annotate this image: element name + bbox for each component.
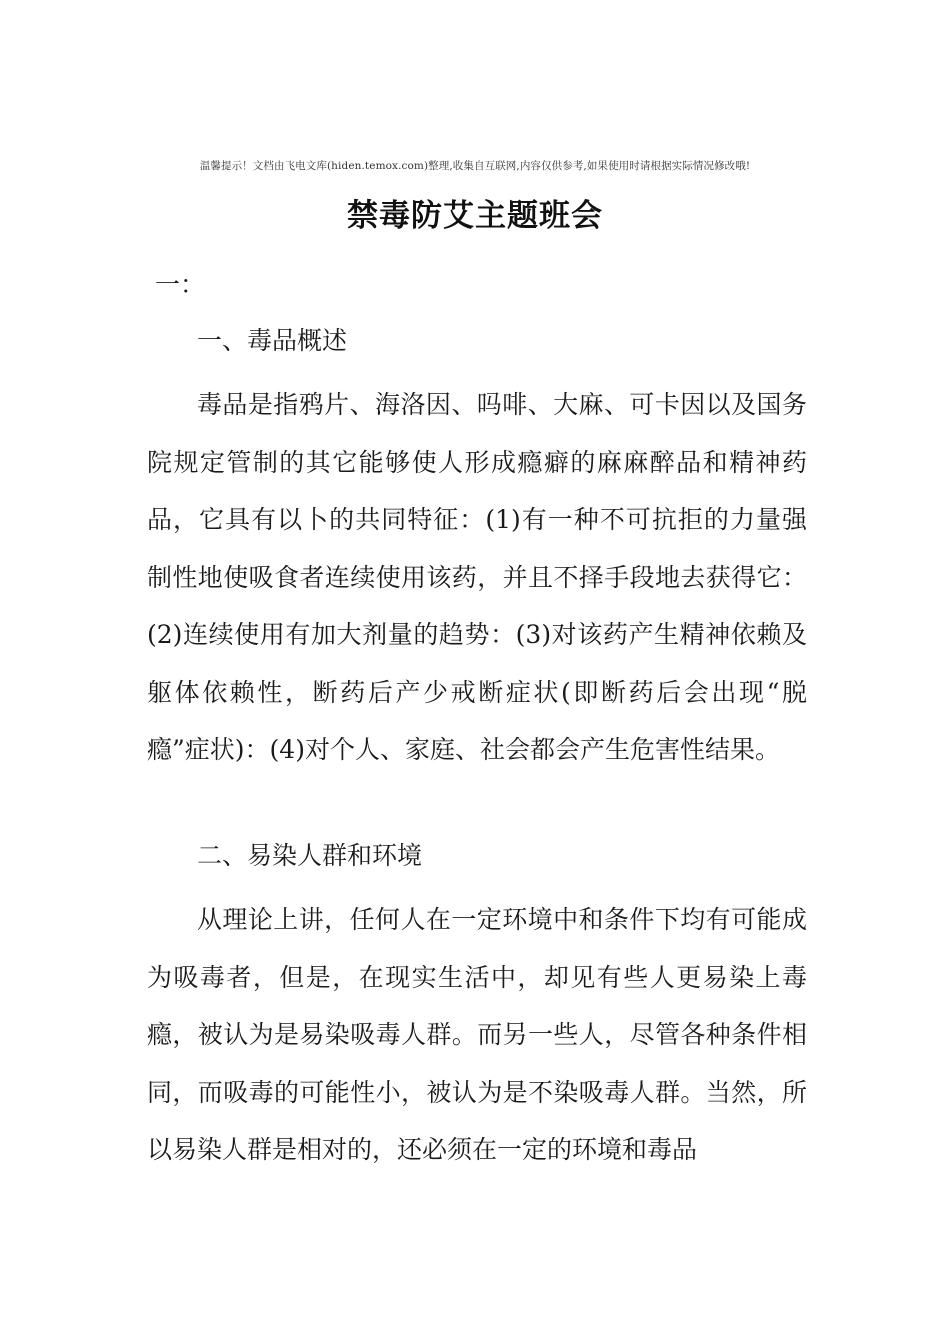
source-notice: 温馨提示！文档由飞电文库(hiden.temox.com)整理,收集自互联网,内容仅供参考,如果使用时请根据实际情况修改哦! <box>199 160 751 172</box>
paragraph-overview: 毒品是指鸦片、海洛因、吗啡、大麻、可卡因以及国务院规定管制的其它能够使人形成瘾癖的麻麻醉品和精神药品，它具有以卜的共同特征：(1)有一种不可抗拒的力量强制性地使吸食者连续使用该药，并且不择手段地去获得它：(2)连续使用有加大剂量的趋势：(3)对该药产生精神依赖及躯体依赖性，断药后产少戒断症状(即断药后会出现“脱瘾”症状)：(4)对个人、家庭、社会都会产生危害性结果。 <box>147 390 807 764</box>
section-heading-susceptible: 二、易染人群和环境 <box>197 841 423 870</box>
page-title: 禁毒防艾主题班会 <box>347 198 603 234</box>
section-label: 一： <box>155 270 206 299</box>
section-heading-overview: 一、毒品概述 <box>197 326 348 355</box>
paragraph-susceptible: 从理论上讲，任何人在一定环境中和条件下均有可能成为吸毒者，但是，在现实生活中，却见有些人更易染上毒瘾，被认为是易染吸毒人群。而另一些人，尽管各种条件相同，而吸毒的可能性小，被认为是不染吸毒人群。当然，所以易染人群是相对的，还必须在一定的环境和毒品 <box>147 905 807 1164</box>
